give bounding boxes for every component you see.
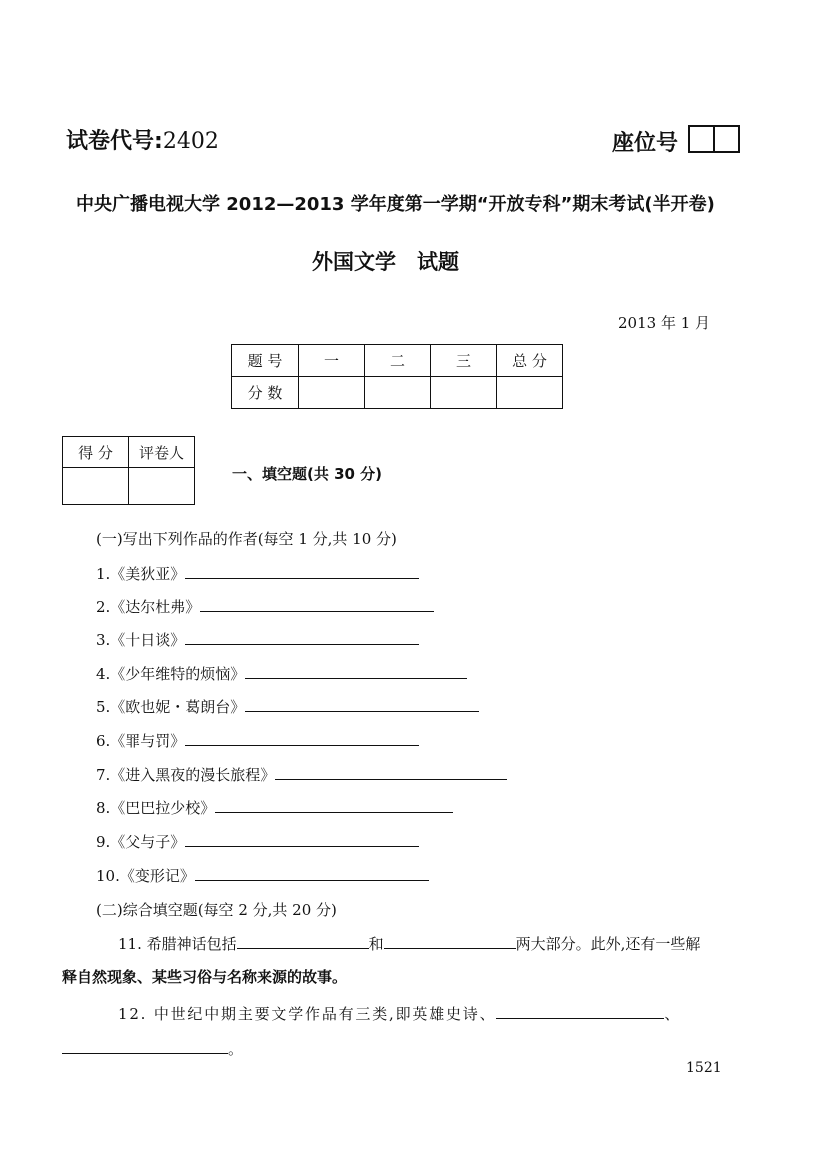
item-6 bbox=[96, 730, 419, 751]
course-title: 外国文学 试题 bbox=[312, 250, 459, 274]
item-3 bbox=[96, 629, 419, 650]
item-7 bbox=[96, 764, 507, 785]
answer-blank[interactable] bbox=[185, 731, 419, 746]
exam-date: 2013 年 1 月 bbox=[618, 314, 711, 332]
q11-text-b: 和 bbox=[368, 935, 384, 953]
grader-name-label: 评卷人 bbox=[129, 437, 195, 468]
answer-blank[interactable] bbox=[195, 866, 429, 881]
answer-blank[interactable] bbox=[237, 934, 369, 949]
item-1 bbox=[96, 563, 419, 584]
item-label: 9.《父与子》 bbox=[96, 833, 186, 851]
answer-blank[interactable] bbox=[496, 1004, 664, 1019]
item-10 bbox=[96, 865, 429, 886]
score-header-label: 题 号 bbox=[232, 345, 299, 377]
grader-score-cell[interactable] bbox=[63, 468, 129, 505]
score-col-total: 总 分 bbox=[497, 345, 563, 377]
exam-code-sep: : bbox=[154, 129, 163, 154]
exam-code bbox=[66, 124, 219, 155]
answer-blank[interactable] bbox=[245, 697, 479, 712]
item-label: 7.《进入黑夜的漫长旅程》 bbox=[96, 766, 276, 784]
grader-score-label: 得 分 bbox=[63, 437, 129, 468]
question-11-line-2: 释自然现象、某些习俗与名称来源的故事。 bbox=[62, 968, 348, 986]
score-table bbox=[231, 344, 563, 409]
exam-code-label: 试卷代号 bbox=[66, 129, 155, 154]
score-col-1: 一 bbox=[299, 345, 365, 377]
question-12-line-2 bbox=[62, 1038, 243, 1059]
q12-end: 。 bbox=[228, 1040, 244, 1058]
q11-text-a: 11. 希腊神话包括 bbox=[118, 935, 237, 953]
answer-blank[interactable] bbox=[200, 597, 434, 612]
section-1-sub-2: (二)综合填空题(每空 2 分,共 20 分) bbox=[96, 901, 337, 919]
q11-text-c: 两大部分。此外,还有一些解 bbox=[515, 935, 701, 953]
score-col-2: 二 bbox=[365, 345, 431, 377]
exam-title: 中央广播电视大学 2012—2013 学年度第一学期“开放专科”期末考试(半开卷) bbox=[76, 194, 715, 215]
answer-blank[interactable] bbox=[185, 564, 419, 579]
item-label: 6.《罪与罚》 bbox=[96, 732, 186, 750]
item-4 bbox=[96, 663, 467, 684]
item-label: 3.《十日谈》 bbox=[96, 631, 186, 649]
score-col-3: 三 bbox=[431, 345, 497, 377]
item-label: 5.《欧也妮・葛朗台》 bbox=[96, 698, 246, 716]
item-label: 8.《巴巴拉少校》 bbox=[96, 799, 216, 817]
seat-label: 座位号 bbox=[612, 131, 679, 156]
item-9 bbox=[96, 831, 419, 852]
grader-name-cell[interactable] bbox=[129, 468, 195, 505]
item-label: 2.《达尔杜弗》 bbox=[96, 598, 201, 616]
question-11 bbox=[118, 933, 700, 954]
answer-blank[interactable] bbox=[384, 934, 516, 949]
answer-blank[interactable] bbox=[245, 664, 467, 679]
item-label: 10.《变形记》 bbox=[96, 867, 195, 885]
q12-text-b: 、 bbox=[664, 1005, 682, 1023]
seat-number-boxes[interactable] bbox=[688, 125, 740, 153]
exam-code-value: 2402 bbox=[162, 129, 219, 154]
item-label: 4.《少年维特的烦恼》 bbox=[96, 665, 246, 683]
answer-blank[interactable] bbox=[215, 798, 453, 813]
item-5 bbox=[96, 696, 479, 717]
answer-blank[interactable] bbox=[275, 765, 507, 780]
question-12 bbox=[118, 1003, 681, 1024]
item-label: 1.《美狄亚》 bbox=[96, 565, 186, 583]
answer-blank[interactable] bbox=[62, 1039, 228, 1054]
section-1-sub-1: (一)写出下列作品的作者(每空 1 分,共 10 分) bbox=[96, 530, 397, 548]
grader-table bbox=[62, 436, 195, 505]
section-1-title: 一、填空题(共 30 分) bbox=[232, 465, 383, 483]
q12-text-a: 12. 中世纪中期主要文学作品有三类,即英雄史诗、 bbox=[118, 1005, 497, 1023]
score-row-label: 分 数 bbox=[232, 377, 299, 409]
item-8 bbox=[96, 797, 453, 818]
score-cell[interactable] bbox=[299, 377, 365, 409]
answer-blank[interactable] bbox=[185, 832, 419, 847]
item-2 bbox=[96, 596, 434, 617]
score-cell[interactable] bbox=[431, 377, 497, 409]
score-cell[interactable] bbox=[497, 377, 563, 409]
page-number: 1521 bbox=[686, 1060, 722, 1076]
score-cell[interactable] bbox=[365, 377, 431, 409]
answer-blank[interactable] bbox=[185, 630, 419, 645]
